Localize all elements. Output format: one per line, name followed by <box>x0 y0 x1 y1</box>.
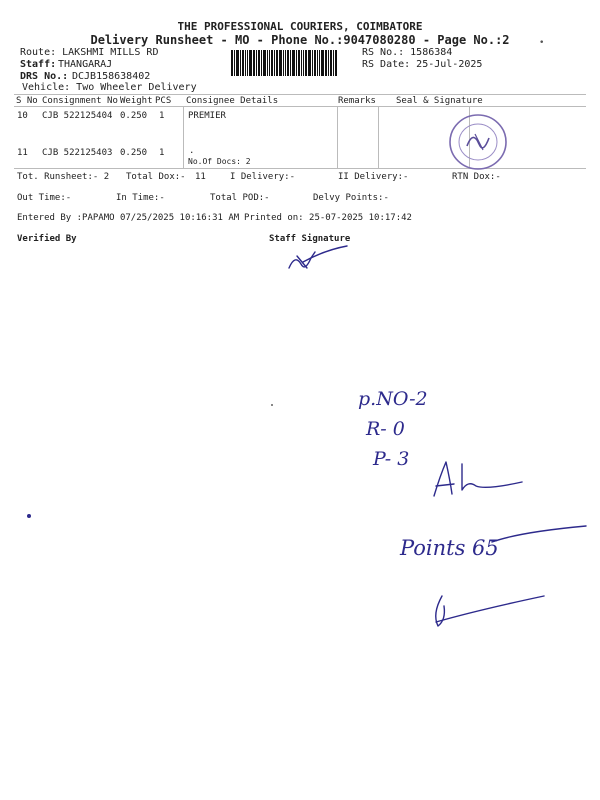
vehicle-text: Vehicle: Two Wheeler Delivery <box>22 82 197 93</box>
barcode-image <box>231 50 357 76</box>
in-time: In Time:- <box>116 193 165 203</box>
row-weight: 0.250 <box>120 148 148 158</box>
ink-signature-icon <box>428 592 548 632</box>
ink-underline-icon <box>490 520 590 550</box>
printed-on: Printed on: 25-07-2025 10:17:42 <box>244 213 412 223</box>
row-sno: 10 <box>17 111 28 121</box>
row-consignment: CJB 522125403 <box>42 148 113 158</box>
drs-label: DRS No.: <box>20 71 69 82</box>
route-text: Route: LAKSHMI MILLS RD <box>20 47 159 58</box>
row-docs-count: No.Of Docs: 2 <box>188 157 251 166</box>
tot-runsheet: Tot. Runsheet:- 2 <box>17 172 110 182</box>
ink-signature-icon <box>426 456 536 500</box>
row-consignee: PREMIER <box>188 111 226 121</box>
total-dox-value: 11 <box>195 172 206 182</box>
staff-value: THANGARAJ <box>58 59 113 70</box>
company-title: THE PROFESSIONAL COURIERS, COIMBATORE <box>177 20 423 33</box>
col-header-sno: S No <box>16 96 38 106</box>
i-delivery: I Delivery:- <box>230 172 296 182</box>
total-dox-label: Total Dox:- <box>126 172 186 182</box>
staff-label: Staff: <box>20 59 57 70</box>
row-pcs: 1 <box>159 111 165 121</box>
col-header-seal: Seal & Signature <box>396 96 483 106</box>
out-time: Out Time:- <box>17 193 72 203</box>
rs-number: RS No.: 1586384 <box>362 47 453 58</box>
col-header-consignment: Consignment No <box>42 96 118 106</box>
table-divider <box>183 106 184 168</box>
seal-stamp-icon <box>445 110 511 174</box>
row-consignee: . <box>189 146 195 156</box>
handwritten-r-value: R- 0 <box>366 418 405 440</box>
col-header-remarks: Remarks <box>338 96 376 106</box>
staff-signature-icon <box>285 242 355 276</box>
delvy-points: Delvy Points:- <box>313 193 389 203</box>
row-weight: 0.250 <box>120 111 148 121</box>
table-top-rule <box>14 94 586 95</box>
handwritten-page-no: p.NO-2 <box>358 388 428 410</box>
rtn-dox: RTN Dox:- <box>452 172 501 182</box>
table-divider <box>337 106 338 168</box>
speck-dot <box>271 404 273 406</box>
corner-mark-icon: • <box>539 38 545 48</box>
col-header-consignee: Consignee Details <box>186 96 279 106</box>
row-sno: 11 <box>17 148 28 158</box>
handwritten-p-value: P- 3 <box>373 448 410 470</box>
verified-by: Verified By <box>17 234 77 244</box>
staff-signature-label: Staff Signature <box>269 234 351 244</box>
handwritten-points: Points 65 <box>400 536 499 560</box>
drs-value: DCJB158638402 <box>72 71 151 82</box>
row-consignment: CJB 522125404 <box>42 111 113 121</box>
ii-delivery: II Delivery:- <box>338 172 409 182</box>
runsheet-subtitle: Delivery Runsheet - MO - Phone No.:9047080280 - Page No.:2 <box>90 33 510 47</box>
col-header-pcs: PCS <box>155 96 172 106</box>
row-pcs: 1 <box>159 148 165 158</box>
entered-by: Entered By :PAPAMO 07/25/2025 10:16:31 AM <box>17 213 240 223</box>
ink-dot <box>27 514 31 518</box>
rs-date: RS Date: 25-Jul-2025 <box>362 59 483 70</box>
total-pod: Total POD:- <box>210 193 270 203</box>
col-header-weight: Weight <box>120 96 153 106</box>
table-header-rule <box>14 106 586 107</box>
table-divider <box>378 106 379 168</box>
